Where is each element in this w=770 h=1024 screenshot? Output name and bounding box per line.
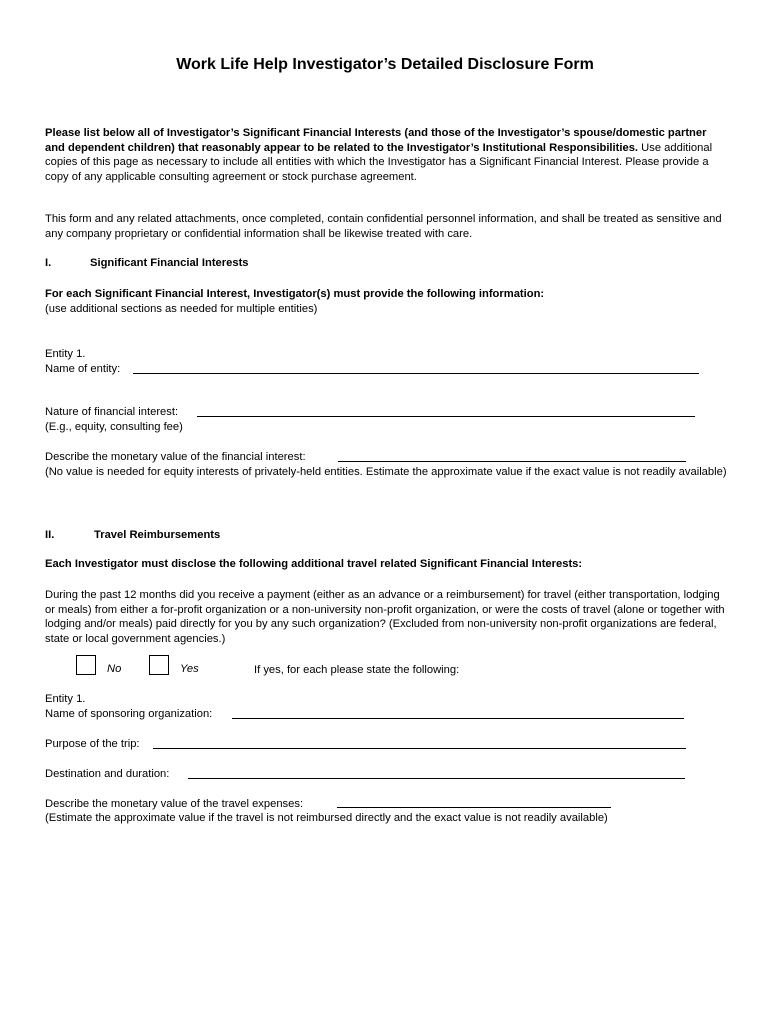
section1-instruction-note: (use additional sections as needed for multiple entities): [45, 303, 318, 315]
intro-paragraph: [45, 126, 725, 184]
monetary-value-field[interactable]: [338, 461, 686, 462]
travel-expenses-label: Describe the monetary value of the travel expenses:: [45, 798, 304, 810]
purpose-label: Purpose of the trip:: [45, 738, 140, 750]
destination-field[interactable]: [188, 778, 685, 779]
nature-of-interest-label: Nature of financial interest:: [45, 406, 179, 418]
purpose-field[interactable]: [153, 748, 686, 749]
intro-bold-text: Please list below all of Investigator’s Significant Financial Interests (and those of the Investigator’s spouse/domestic partner and dependent children) that reasonably appear to be related to the Investigator’s Institutional Responsibilities.: [45, 127, 707, 154]
yes-checkbox[interactable]: [149, 655, 169, 675]
section2-instruction: Each Investigator must disclose the following additional travel related Significant Financial Interests:: [45, 558, 583, 570]
section2-title: Travel Reimbursements: [94, 529, 221, 541]
if-yes-text: If yes, for each please state the following:: [254, 664, 460, 676]
section1-entity-label: Entity 1.: [45, 348, 86, 360]
travel-question: During the past 12 months did you receive a payment (either as an advance or a reimbursement) for travel (either transportation, lodging or meals) from either a for-profit organization or a non-university non-profit organization, or were the costs of travel (alone or together with lodging and/or meals) paid directly for you by any such organization? (Excluded from non-university non-profit organizations are federal, state or local government agencies.): [45, 589, 725, 645]
destination-label: Destination and duration:: [45, 768, 170, 780]
no-label: No: [107, 663, 122, 675]
nature-of-interest-field[interactable]: [197, 416, 695, 417]
no-checkbox[interactable]: [76, 655, 96, 675]
yes-label: Yes: [180, 663, 199, 675]
confidentiality-notice: This form and any related attachments, once completed, contain confidential personnel information, and shall be treated as sensitive and any company proprietary or confidential information shall be likewise treated with care.: [45, 213, 722, 240]
entity-name-field[interactable]: [133, 373, 699, 374]
section2-entity-label: Entity 1.: [45, 693, 86, 705]
section1-instruction: For each Significant Financial Interest, Investigator(s) must provide the following information:: [45, 288, 545, 300]
monetary-value-label: Describe the monetary value of the financial interest:: [45, 451, 306, 463]
sponsor-field[interactable]: [232, 718, 684, 719]
section1-number: I.: [45, 257, 52, 269]
section2-number: II.: [45, 529, 55, 541]
section1-title: Significant Financial Interests: [90, 257, 249, 269]
form-title: Work Life Help Investigator’s Detailed Disclosure Form: [176, 56, 594, 73]
monetary-value-hint: (No value is needed for equity interests of privately-held entities. Estimate the approximate value if the exact value is not readily available): [45, 466, 727, 478]
nature-of-interest-hint: (E.g., equity, consulting fee): [45, 421, 183, 433]
entity-name-label: Name of entity:: [45, 363, 121, 375]
intro-normal-text: Use additional copies of this page as necessary to include all entities with which the Investigator has a Significant Financial Interest. Please provide a copy of any applicable consulting agreement or stock purchase agreement.: [45, 141, 713, 183]
travel-expenses-field[interactable]: [337, 807, 611, 808]
travel-expenses-hint: (Estimate the approximate value if the travel is not reimbursed directly and the exact value is not readily available): [45, 812, 608, 824]
sponsor-label: Name of sponsoring organization:: [45, 708, 213, 720]
